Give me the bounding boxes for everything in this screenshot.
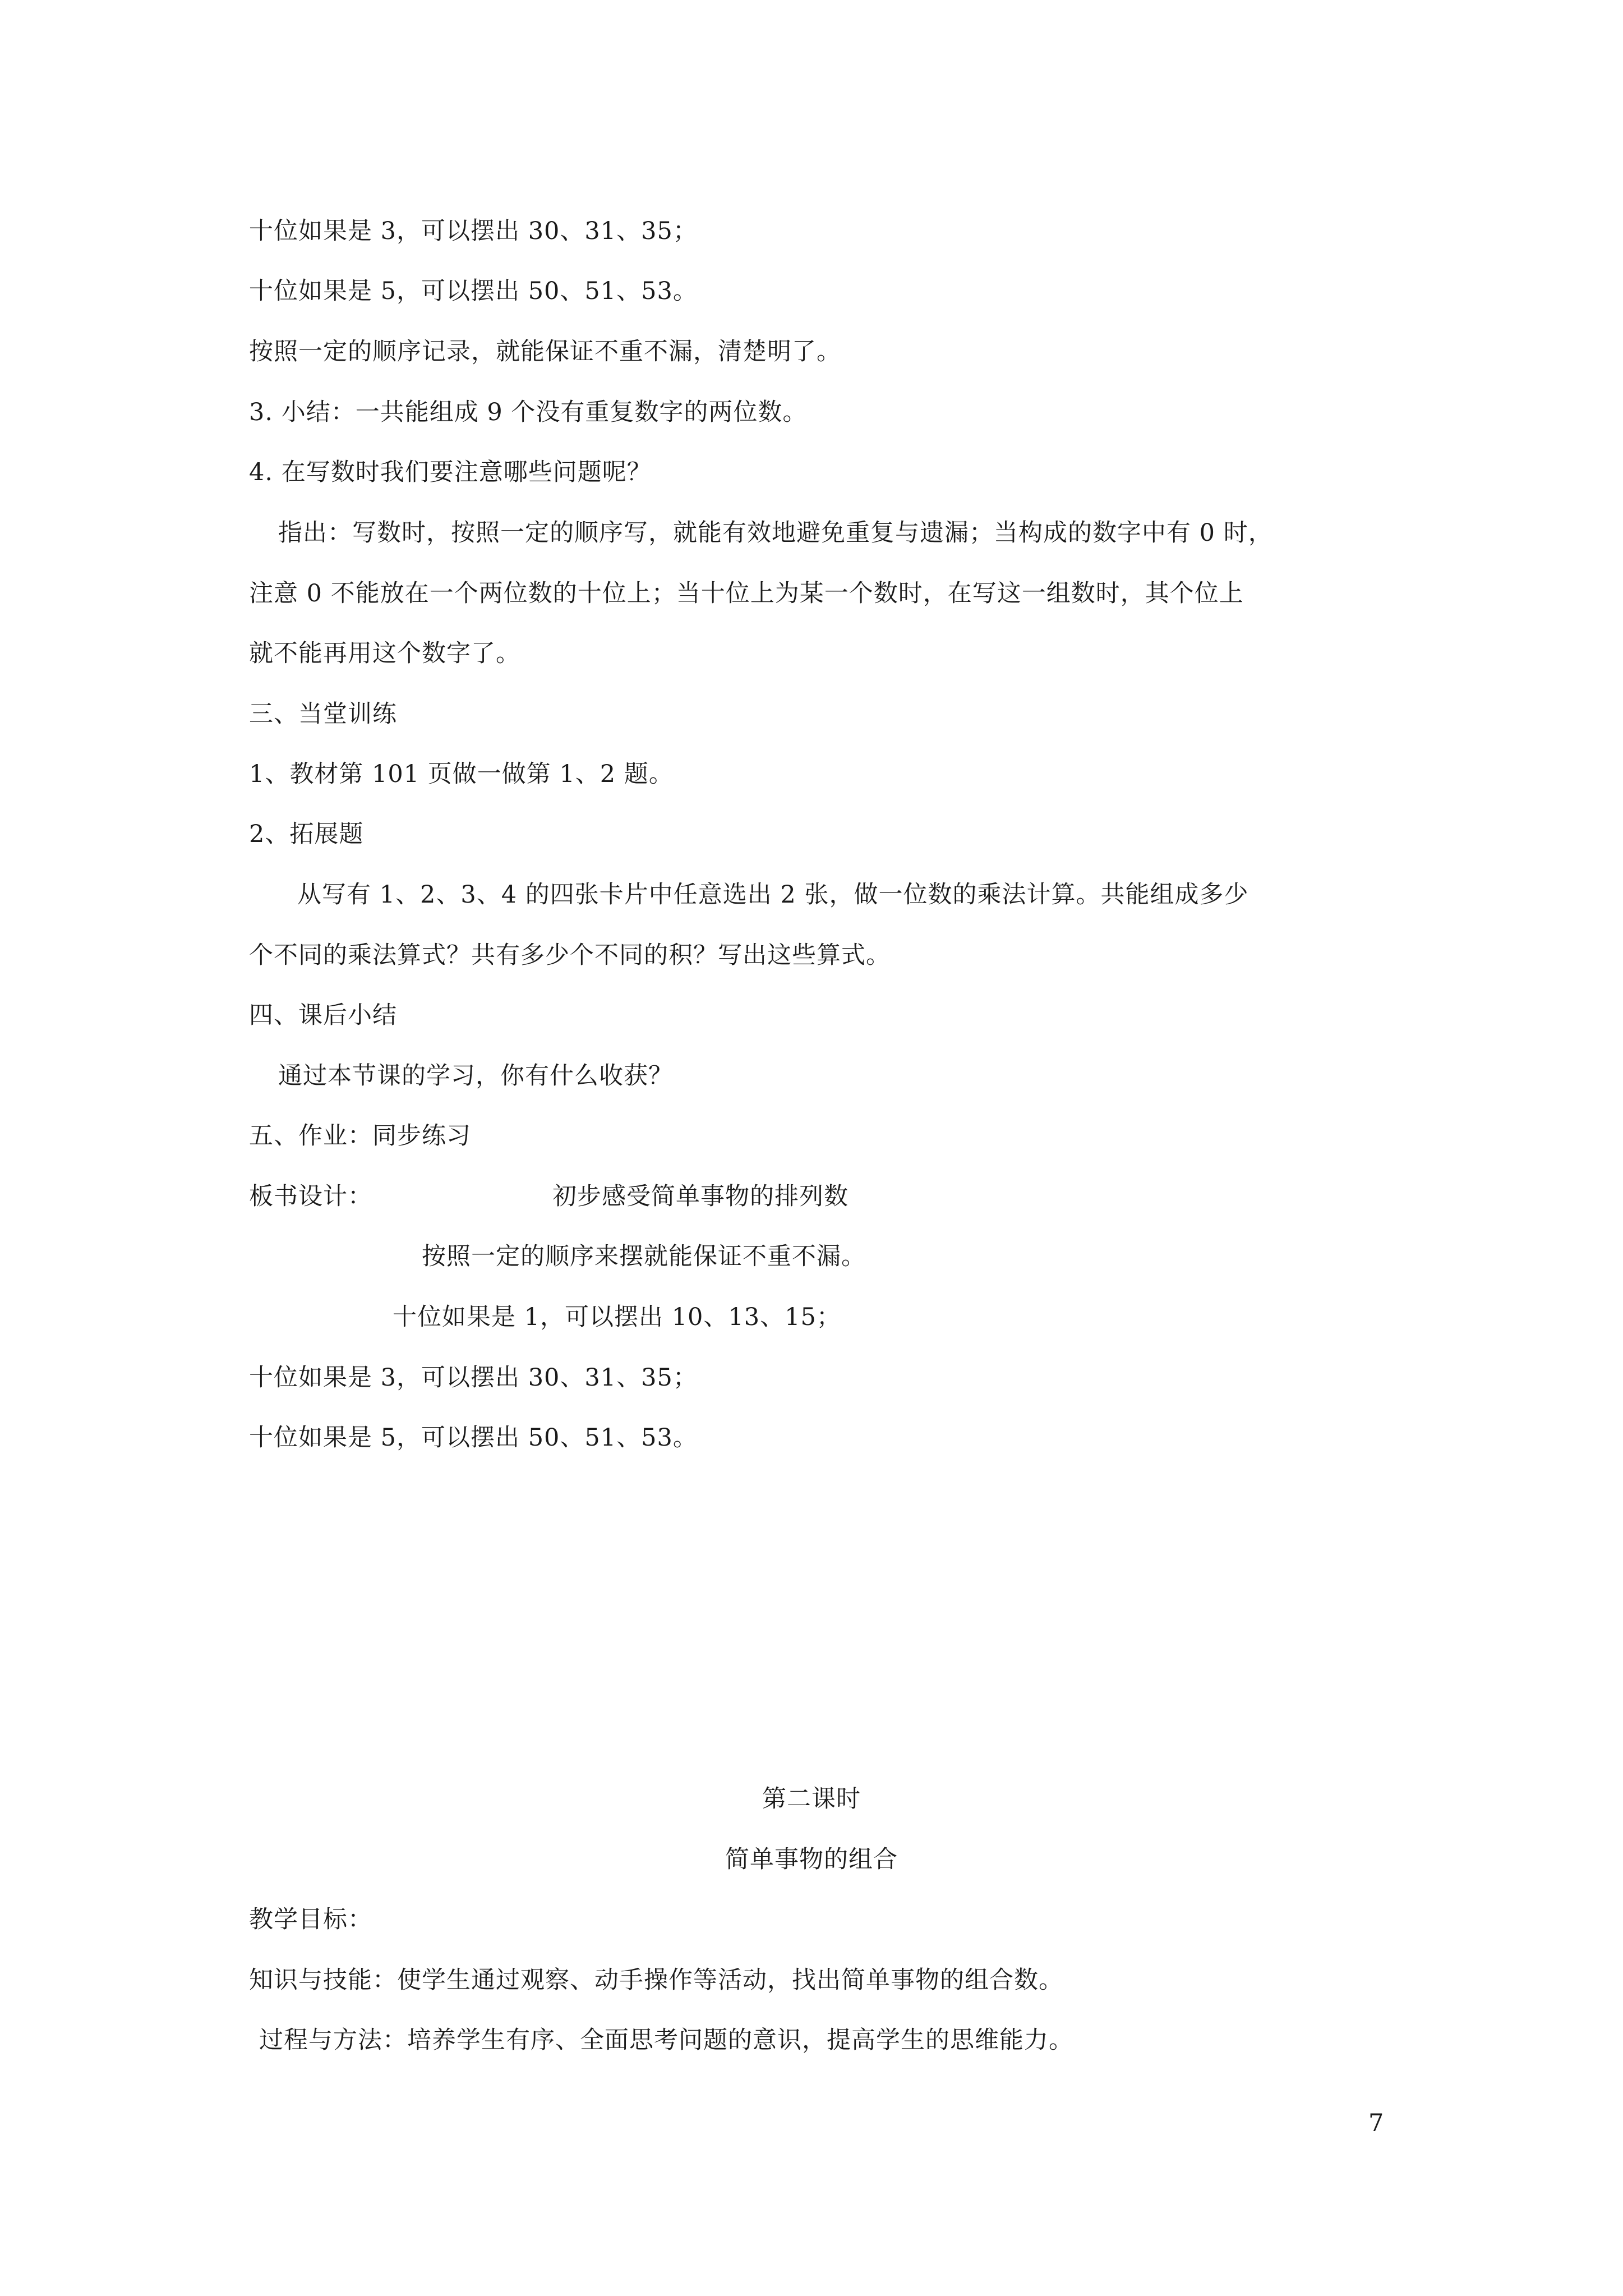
text-line: 十位如果是 5，可以摆出 50、51、53。	[249, 277, 698, 305]
text-line: 十位如果是 5，可以摆出 50、51、53。	[249, 1424, 698, 1452]
board-title: 初步感受简单事物的排列数	[552, 1182, 849, 1211]
text-line: 十位如果是 3，可以摆出 30、31、35；	[249, 1364, 698, 1392]
section-heading: 五、作业：同步练习	[249, 1122, 471, 1150]
text-line: 4. 在写数时我们要注意哪些问题呢？	[249, 458, 652, 486]
text-line: 教学目标：	[249, 1906, 372, 1934]
text-line: 指出：写数时，按照一定的顺序写，就能有效地避免重复与遗漏；当构成的数字中有 0 时，	[278, 519, 1273, 547]
text-line: 十位如果是 3，可以摆出 30、31、35；	[249, 217, 698, 245]
text-line: 十位如果是 1，可以摆出 10、13、15；	[393, 1303, 841, 1331]
section-heading: 三、当堂训练	[249, 700, 397, 728]
text-line: 通过本节课的学习，你有什么收获？	[278, 1062, 673, 1090]
text-line: 知识与技能：使学生通过观察、动手操作等活动，找出简单事物的组合数。	[249, 1966, 1063, 1994]
text-line: 2、拓展题	[249, 820, 364, 848]
text-line: 按照一定的顺序来摆就能保证不重不漏。	[422, 1243, 866, 1271]
text-line: 注意 0 不能放在一个两位数的十位上；当十位上为某一个数时，在写这一组数时，其个位上	[249, 579, 1244, 608]
text-line: 从写有 1、2、3、4 的四张卡片中任意选出 2 张，做一位数的乘法计算。共能组成多少	[297, 881, 1249, 909]
text-line: 1、教材第 101 页做一做第 1、2 题。	[249, 760, 674, 788]
text-line: 板书设计：	[249, 1182, 372, 1211]
text-line: 过程与方法：培养学生有序、全面思考问题的意识，提高学生的思维能力。	[259, 2026, 1073, 2054]
text-line: 就不能再用这个数字了。	[249, 639, 520, 668]
page-number: 7	[1368, 2109, 1384, 2137]
lesson-subtitle: 简单事物的组合	[725, 1846, 898, 1874]
text-line: 3. 小结：一共能组成 9 个没有重复数字的两位数。	[249, 398, 808, 426]
section-heading: 四、课后小结	[249, 1001, 397, 1029]
text-line: 按照一定的顺序记录，就能保证不重不漏，清楚明了。	[249, 338, 841, 366]
lesson-title: 第二课时	[762, 1785, 861, 1813]
text-line: 个不同的乘法算式？共有多少个不同的积？写出这些算式。	[249, 941, 891, 969]
